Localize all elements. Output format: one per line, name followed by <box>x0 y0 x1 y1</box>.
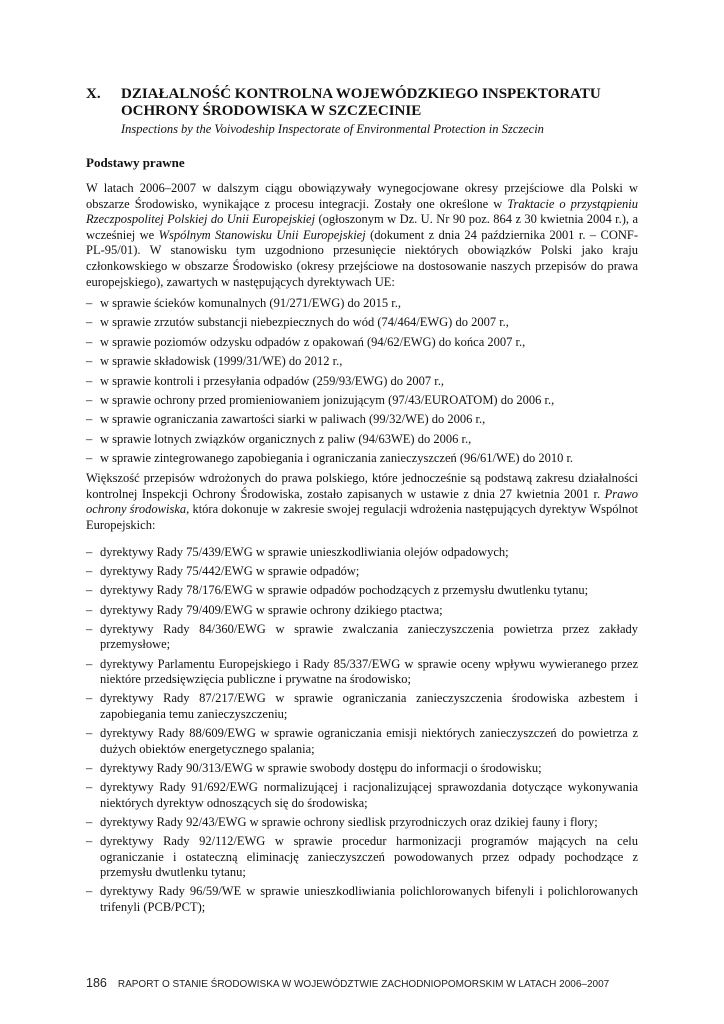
list-item: – dyrektywy Rady 79/409/EWG w sprawie ochrony dzikiego ptactwa; <box>86 603 638 619</box>
chapter-subtitle: Inspections by the Voivodeship Inspectorate of Environmental Protection in Szczecin <box>121 122 544 136</box>
list-item: – dyrektywy Rady 75/442/EWG w sprawie odpadów; <box>86 564 638 580</box>
page-footer <box>86 976 609 990</box>
list-item: – dyrektywy Rady 96/59/WE w sprawie unieszkodliwiania polichlorowanych bifenyli i polichlorowanych trifenyli (PCB/PCT); <box>86 884 638 915</box>
section-title: Podstawy prawne <box>86 155 185 170</box>
paragraph-2-text-a: Większość przepisów wdrożonych do prawa polskiego, które jednocześnie są podstawą zakresu działalności kontrolnej Inspekcji Ochrony Środowiska, zostało zapisanych w ustawie z dnia 27 kwietnia 2001 r. <box>86 471 638 501</box>
paragraph-2-italic-law: Prawo ochrony środowiska <box>86 486 638 517</box>
list-item: – dyrektywy Rady 92/43/EWG w sprawie ochrony siedlisk przyrodniczych oraz dzikiej fauny i flory; <box>86 815 638 831</box>
list-item: – dyrektywy Rady 87/217/EWG w sprawie ograniczania zanieczyszczenia środowiska azbestem i zapobiegania temu zanieczyszczeniu; <box>86 691 638 722</box>
footer-title: RAPORT O STANIE ŚRODOWISKA W WOJEWÓDZTWIE ZACHODNIOPOMORSKIM W LATACH 2006–2007 <box>117 979 610 990</box>
paragraph-1-italic-treaty: Traktacie o przystąpieniu Rzeczpospolitej Polskiej do Unii Europejskiej <box>86 196 639 227</box>
paragraph-2 <box>86 471 638 533</box>
transition-periods-list <box>86 296 638 471</box>
list-item: – w sprawie ścieków komunalnych (91/271/EWG) do 2015 r., <box>86 296 638 312</box>
chapter-heading <box>86 86 646 137</box>
list-item: – w sprawie ochrony przed promieniowaniem jonizującym (97/43/EUROATOM) do 2006 r., <box>86 393 638 409</box>
list-item: – dyrektywy Rady 78/176/EWG w sprawie odpadów pochodzących z przemysłu dwutlenku tytanu; <box>86 583 638 599</box>
list-item: – dyrektywy Rady 75/439/EWG w sprawie unieszkodliwiania olejów odpadowych; <box>86 545 638 561</box>
paragraph-1-text-c: (dokument z dnia 24 października 2001 r. – CONF-PL-95/01). W stanowisku tym uzgodniono przesunięcie niektórych obowiązków Polski jako kraju członkowskiego w obszarze Środowisko (okresy przejściowe na dostosowanie naszych przepisów do prawa europejskiego), zawartych w następujących dyrektywach UE: <box>86 227 638 289</box>
list-item: – w sprawie zintegrowanego zapobiegania i ograniczania zanieczyszczeń (96/61/WE) do 2010 r. <box>86 451 638 467</box>
list-item: – w sprawie składowisk (1999/31/WE) do 2012 r., <box>86 354 638 370</box>
paragraph-2-text-b: , która dokonuje w zakresie swojej regulacji wdrożenia następujących dyrektyw Wspólnot Europejskich: <box>86 502 638 532</box>
chapter-title-line1: DZIAŁALNOŚĆ KONTROLNA WOJEWÓDZKIEGO INSPEKTORATU <box>121 86 601 102</box>
page-number: 186 <box>86 976 107 990</box>
chapter-number: X. <box>86 86 101 102</box>
paragraph-1-italic-position: Wspólnym Stanowisku Unii Europejskiej <box>158 227 366 242</box>
list-item: – dyrektywy Rady 84/360/EWG w sprawie zwalczania zanieczyszczenia powietrza przez zakłady przemysłowe; <box>86 622 638 653</box>
list-item: – dyrektywy Rady 90/313/EWG w sprawie swobody dostępu do informacji o środowisku; <box>86 761 638 777</box>
list-item: – dyrektywy Rady 91/692/EWG normalizującej i racjonalizującej sprawozdania dotyczące wykonywania niektórych dyrektyw odnoszących się do środowiska; <box>86 780 638 811</box>
chapter-title-line2: OCHRONY ŚRODOWISKA W SZCZECINIE <box>121 103 422 119</box>
paragraph-1 <box>86 181 638 290</box>
chapter-title <box>121 86 646 120</box>
list-item: – w sprawie ograniczania zawartości siarki w paliwach (99/32/WE) do 2006 r., <box>86 412 638 428</box>
list-item: – dyrektywy Rady 88/609/EWG w sprawie ograniczania emisji niektórych zanieczyszczeń do powietrza z dużych obiektów energetycznego spalania; <box>86 726 638 757</box>
list-item: – w sprawie zrzutów substancji niebezpiecznych do wód (74/464/EWG) do 2007 r., <box>86 315 638 331</box>
list-item: – w sprawie kontroli i przesyłania odpadów (259/93/EWG) do 2007 r., <box>86 374 638 390</box>
paragraph-1-text-b: (ogłoszonym w Dz. U. Nr 90 poz. 864 z 30 kwietnia 2004 r.), a wcześniej we <box>86 212 638 242</box>
paragraph-1-text-a: W latach 2006–2007 w dalszym ciągu obowiązywały wynegocjowane okresy przejściowe dla Polski w obszarze Środowisko, wynikające z procesu integracji. Zostały one określone w <box>86 181 638 211</box>
directives-list <box>86 545 638 919</box>
list-item: – w sprawie poziomów odzysku odpadów z opakowań (94/62/EWG) do końca 2007 r., <box>86 335 638 351</box>
list-item: – w sprawie lotnych związków organicznych z paliw (94/63WE) do 2006 r., <box>86 432 638 448</box>
list-item: – dyrektywy Parlamentu Europejskiego i Rady 85/337/EWG w sprawie oceny wpływu wywieranego przez niektóre przedsięwzięcia publiczne i prywatne na środowisko; <box>86 657 638 688</box>
list-item: – dyrektywy Rady 92/112/EWG w sprawie procedur harmonizacji programów mających na celu ograniczanie i ostateczną eliminację zanieczyszczeń powodowanych przez odpady pochodzące z przemysłu dwutlenku tytanu; <box>86 834 638 881</box>
